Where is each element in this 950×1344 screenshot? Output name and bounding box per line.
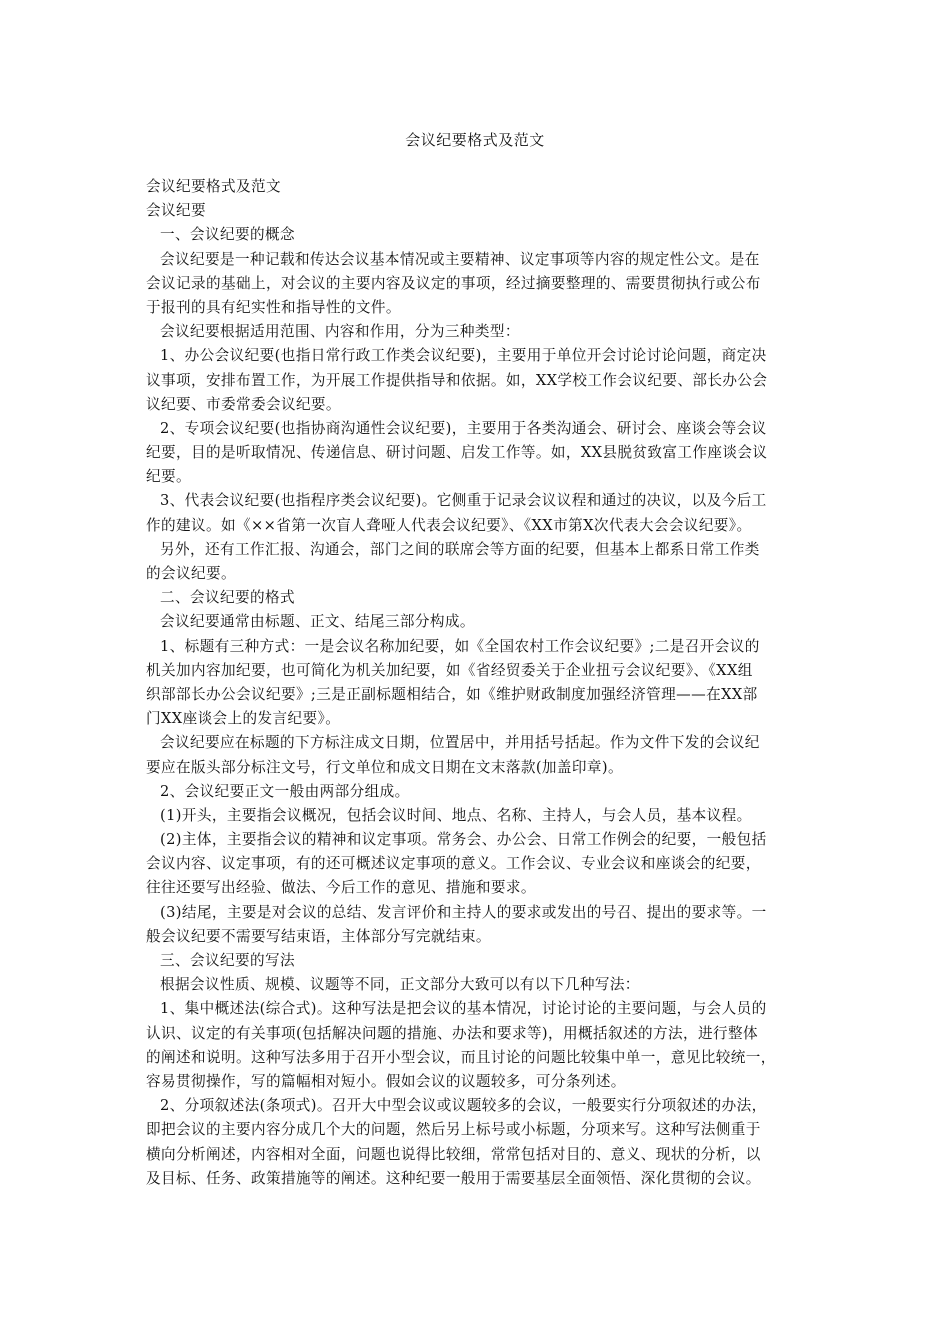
text-line: 认识、议定的有关事项(包括解决问题的措施、办法和要求等)，用概括叙述的方法，进行整体 [146, 1024, 758, 1042]
text-line: 般会议纪要不需要写结束语，主体部分写完就结束。 [146, 927, 491, 945]
text-line: 往往还要写出经验、做法、今后工作的意见、措施和要求。 [146, 879, 536, 897]
text-line: 会议内容、议定事项，有的还可概述议定事项的意义。工作会议、专业会议和座谈会的纪要， [146, 855, 761, 873]
text-line: 的阐述和说明。这种写法多用于召开小型会议，而且讨论的问题比较集中单一，意见比较统一， [146, 1048, 776, 1066]
text-line: 会议纪要应在标题的下方标注成文日期，位置居中，并用括号括起。作为文件下发的会议纪 [160, 734, 760, 752]
text-line: 议事项，安排布置工作，为开展工作提供指导和依据。如，XX学校工作会议纪要、部长办公会 [146, 371, 768, 389]
text-line: 纪要。 [146, 468, 191, 486]
text-line: 门XX座谈会上的发言纪要》。 [146, 710, 341, 728]
text-line: 另外，还有工作汇报、沟通会，部门之间的联席会等方面的纪要，但基本上都系日常工作类 [160, 540, 760, 558]
text-line: 会议纪要 [146, 202, 206, 220]
text-line: 横向分析阐述，内容相对全面，问题也说得比较细，常常包括对目的、意义、现状的分析，以 [146, 1145, 761, 1163]
document-body [146, 175, 812, 1191]
text-line: 1、集中概述法(综合式)。这种写法是把会议的基本情况，讨论讨论的主要问题，与会人员的 [160, 1000, 767, 1018]
text-line: 二、会议纪要的格式 [160, 589, 295, 607]
text-line: 机关加内容加纪要，也可简化为机关加纪要，如《省经贸委关于企业扭亏会议纪要》、《XX组 [146, 661, 753, 679]
text-line: 3、代表会议纪要(也指程序类会议纪要)。它侧重于记录会议议程和通过的决议，以及今后工 [160, 492, 767, 510]
text-line: 议纪要、市委常委会议纪要。 [146, 395, 341, 413]
text-line: (1)开头，主要指会议概况，包括会议时间、地点、名称、主持人，与会人员，基本议程。 [160, 806, 752, 824]
text-line: 要应在版头部分标注文号，行文单位和成文日期在文末落款(加盖印章)。 [146, 758, 623, 776]
text-line: 2、分项叙述法(条项式)。召开大中型会议或议题较多的会议，一般要实行分项叙述的办法， [160, 1097, 767, 1115]
text-line: 会议纪要格式及范文 [146, 178, 281, 195]
text-line: 纪要，目的是听取情况、传递信息、研讨问题、启发工作等。如，XX县脱贫致富工作座谈会议 [146, 444, 768, 462]
text-line: 会议记录的基础上，对会议的主要内容及议定的事项，经过摘要整理的、需要贯彻执行或公布 [146, 274, 761, 292]
document-title: 会议纪要格式及范文 [405, 131, 545, 149]
text-line: 容易贯彻操作，写的篇幅相对短小。假如会议的议题较多，可分条列述。 [146, 1072, 626, 1090]
text-line: 作的建议。如《××省第一次盲人聋哑人代表会议纪要》、《XX市第X次代表大会会议纪要》。 [146, 516, 752, 534]
text-line: (2)主体，主要指会议的精神和议定事项。常务会、办公会、日常工作例会的纪要，一般包括 [160, 831, 767, 849]
text-line: 一、会议纪要的概念 [160, 226, 295, 244]
text-line: 1、标题有三种方式：一是会议名称加纪要，如《全国农村工作会议纪要》;二是召开会议的 [160, 637, 760, 655]
text-line: 根据会议性质、规模、议题等不同，正文部分大致可以有以下几种写法： [160, 976, 640, 994]
text-line: 2、专项会议纪要(也指协商沟通性会议纪要)，主要用于各类沟通会、研讨会、座谈会等会议 [160, 419, 767, 437]
text-line: 即把会议的主要内容分成几个大的问题，然后另上标号或小标题，分项来写。这种写法侧重于 [146, 1121, 761, 1139]
text-line: 及目标、任务、政策措施等的阐述。这种纪要一般用于需要基层全面领悟、深化贯彻的会议。 [146, 1169, 761, 1187]
text-line: 织部部长办公会议纪要》;三是正副标题相结合，如《维护财政制度加强经济管理——在XX部 [146, 685, 758, 703]
text-line: (3)结尾，主要是对会议的总结、发言评价和主持人的要求或发出的号召、提出的要求等。一 [160, 903, 767, 921]
text-line: 会议纪要是一种记载和传达会议基本情况或主要精神、议定事项等内容的规定性公文。是在 [160, 250, 760, 268]
text-line: 会议纪要根据适用范围、内容和作用，分为三种类型： [160, 323, 520, 341]
text-line: 1、办公会议纪要(也指日常行政工作类会议纪要)，主要用于单位开会讨论讨论问题，商定决 [160, 347, 767, 365]
text-line: 2、会议纪要正文一般由两部分组成。 [160, 782, 410, 800]
text-line: 于报刊的具有纪实性和指导性的文件。 [146, 298, 401, 316]
text-line: 会议纪要通常由标题、正文、结尾三部分构成。 [160, 613, 475, 631]
text-line: 三、会议纪要的写法 [160, 952, 295, 969]
text-line: 的会议纪要。 [146, 565, 236, 582]
